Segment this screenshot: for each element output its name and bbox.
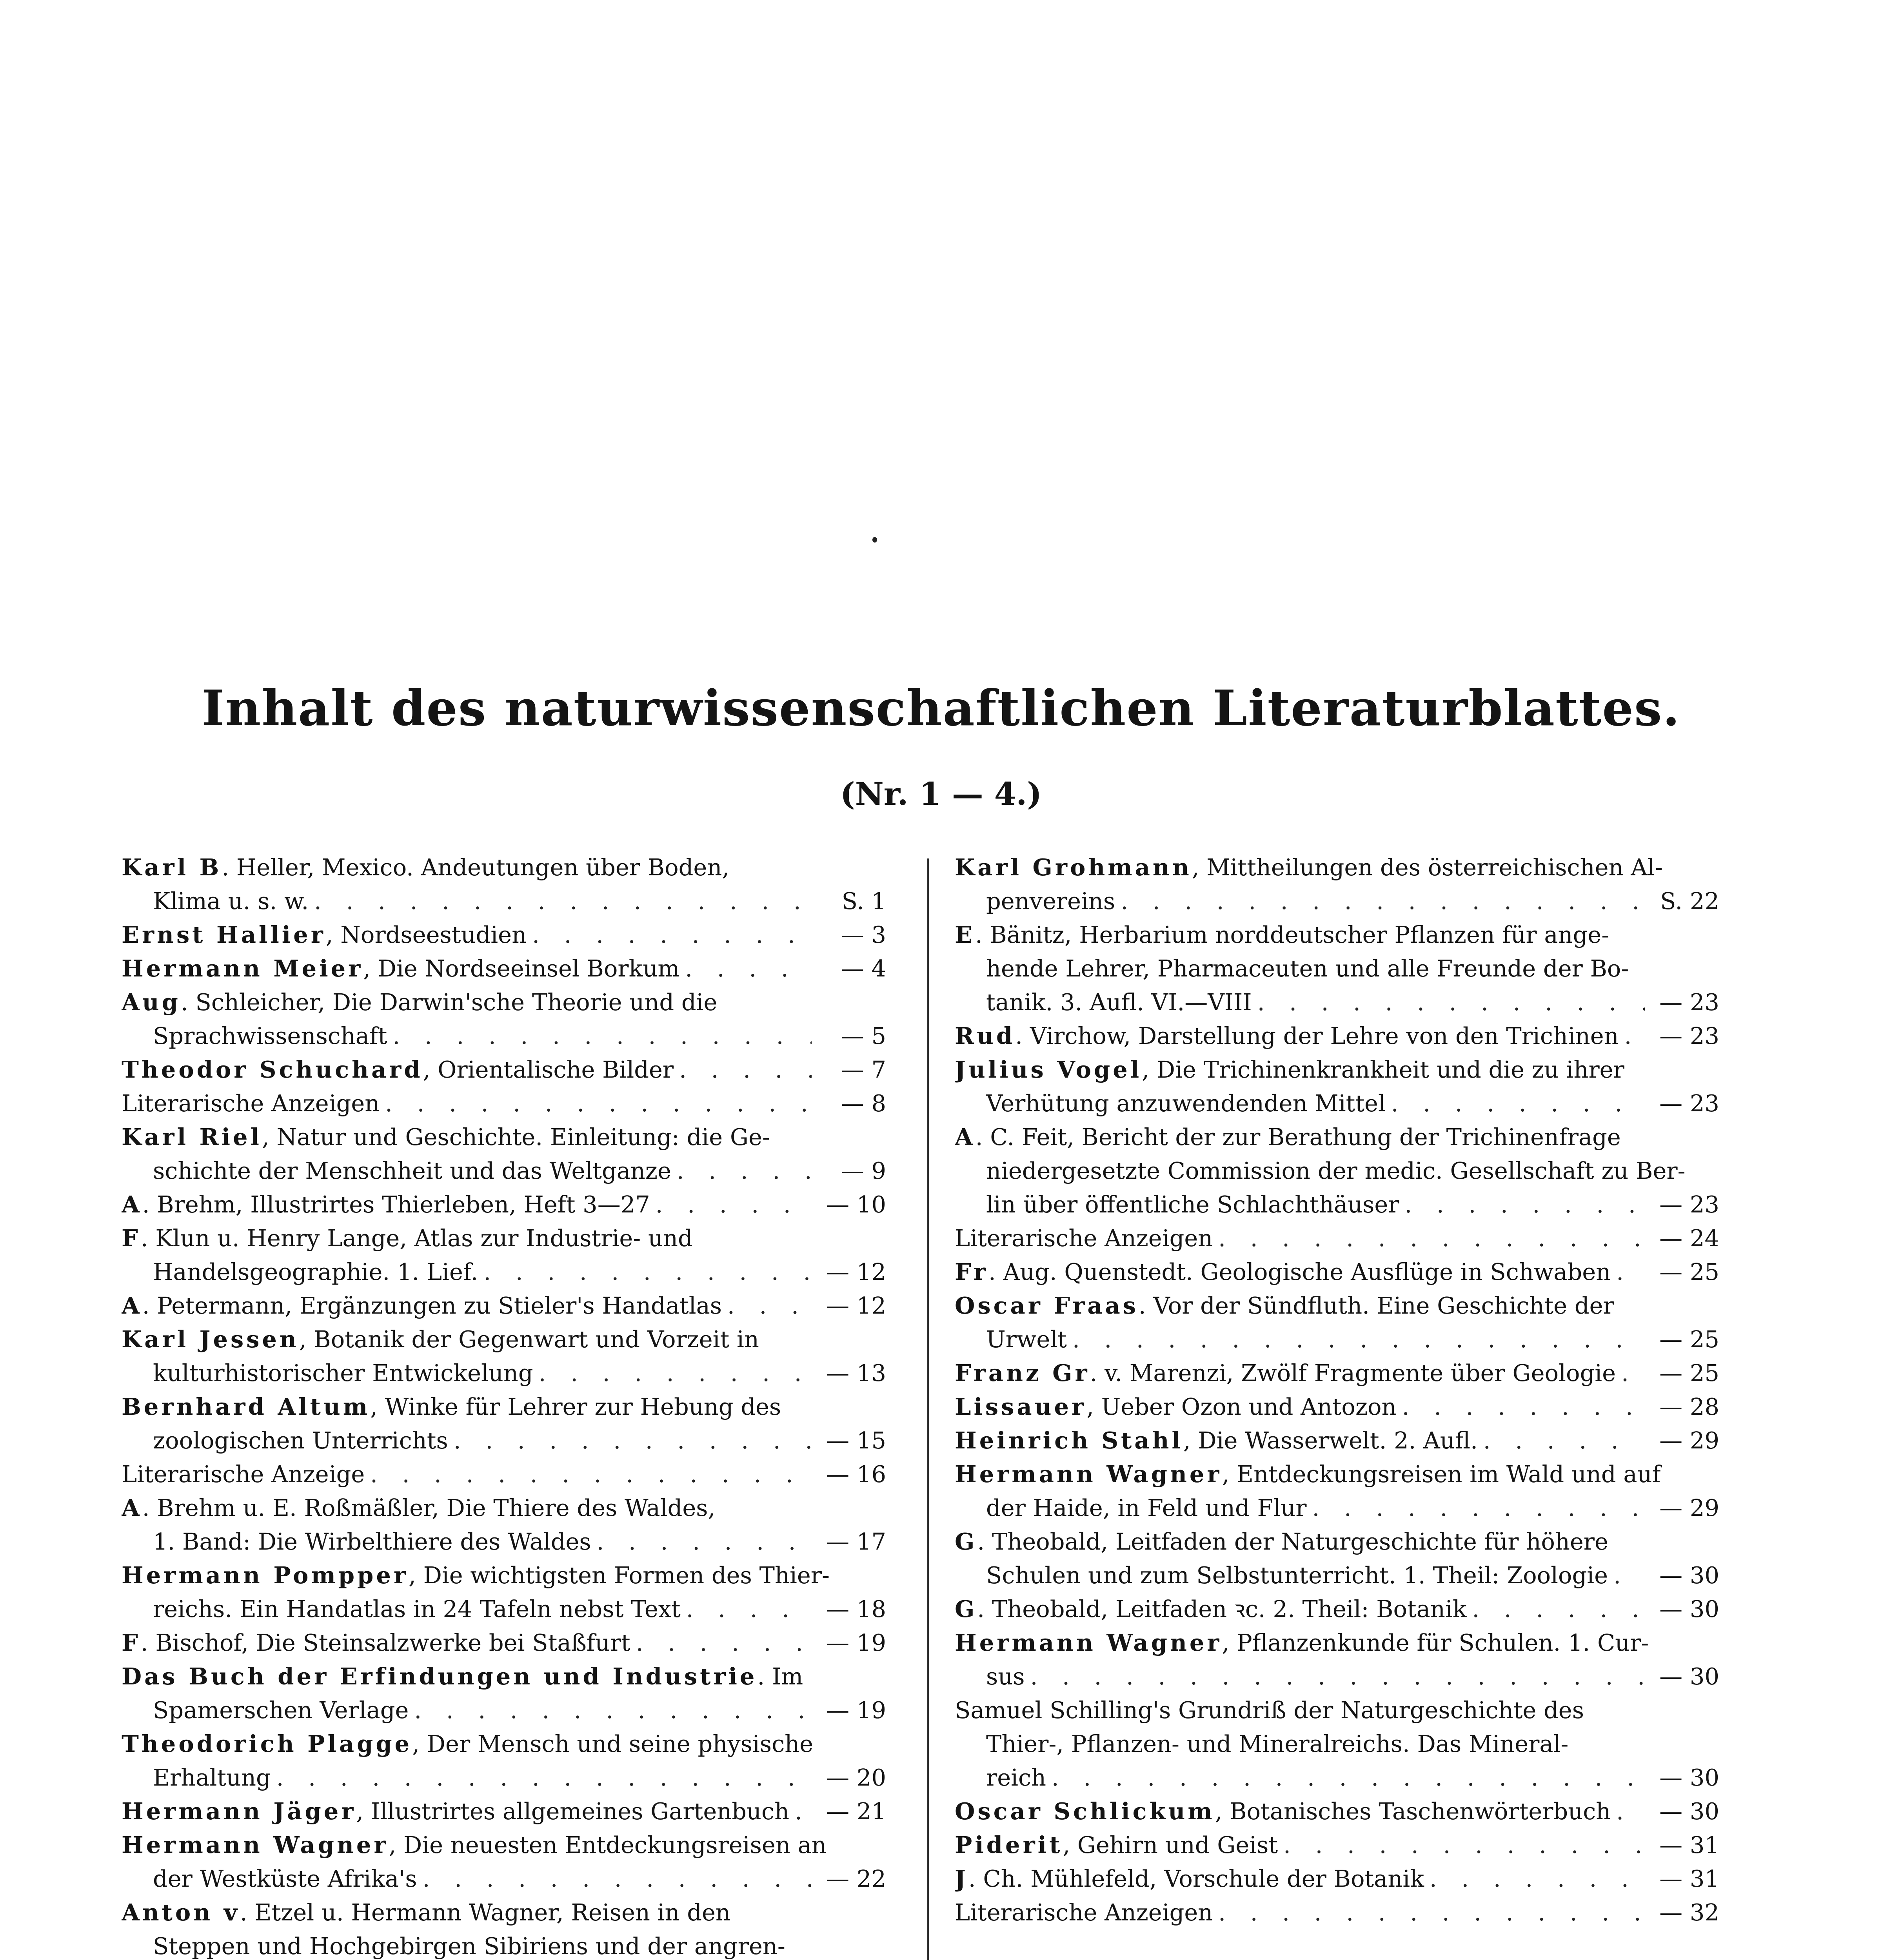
toc-entry-text: der Haide, in Feld und Flur — [986, 1494, 1307, 1521]
dot-leader — [671, 1154, 812, 1188]
author-name: Lissauer — [955, 1393, 1087, 1420]
toc-entry-text: Literarische Anzeige — [122, 1461, 365, 1488]
author-name: Aug — [122, 989, 181, 1016]
toc-page-number: — 19 — [826, 1697, 886, 1724]
toc-page-number: — 7 — [841, 1056, 886, 1083]
toc-entry-text: reich — [986, 1764, 1046, 1791]
author-name: Rud — [955, 1022, 1015, 1049]
toc-page-number: — 8 — [841, 1090, 886, 1117]
author-name: Franz Gr — [955, 1359, 1090, 1387]
dot-leader — [409, 1693, 812, 1727]
toc-entry-text: Oscar Schlickum, Botanisches Taschenwörterbuch — [955, 1798, 1611, 1825]
toc-entry — [122, 1323, 886, 1390]
dot-leader — [650, 1188, 812, 1221]
page-title: Inhalt des naturwissenschaftlichen Literaturblattes. — [202, 680, 1680, 737]
toc-entry-text: kulturhistorischer Entwickelung — [153, 1359, 533, 1387]
toc-page-number: — 32 — [1659, 1899, 1719, 1926]
toc-entry-text: A. C. Feit, Bericht der zur Berathung der Trichinenfrage — [955, 1123, 1621, 1151]
toc-page-number: — 25 — [1659, 1326, 1719, 1353]
toc-entry-text: Hermann Jäger, Illustrirtes allgemeines Gartenbuch — [122, 1798, 790, 1825]
author-name: Julius Vogel — [955, 1056, 1142, 1083]
toc-entry — [955, 1626, 1719, 1693]
toc-page-number: — 22 — [826, 1865, 886, 1892]
toc-page-number: S. 22 — [1660, 887, 1719, 915]
toc-right-column — [955, 851, 1719, 1929]
toc-entry-text: Urwelt — [986, 1326, 1067, 1353]
toc-page-number: — 23 — [1659, 989, 1719, 1016]
dot-leader — [591, 1525, 812, 1559]
author-name: Karl B — [122, 854, 222, 881]
author-name: Hermann Wagner — [955, 1629, 1222, 1656]
toc-entry-text: lin über öffentliche Schlachthäuser — [986, 1191, 1399, 1218]
toc-entry-text: Karl Grohmann, Mittheilungen des österreichischen Al- — [955, 854, 1663, 881]
toc-page-number: — 25 — [1659, 1359, 1719, 1387]
dot-leader — [1616, 1356, 1645, 1390]
toc-entry — [955, 1457, 1719, 1525]
toc-entry-text: Hermann Meier, Die Nordseeinsel Borkum — [122, 955, 680, 982]
toc-entry — [955, 1862, 1719, 1896]
author-name: Oscar Schlickum — [955, 1798, 1215, 1825]
toc-entry-text: F. Bischof, Die Steinsalzwerke bei Staßfurt — [122, 1629, 630, 1656]
author-name: Karl Grohmann — [955, 854, 1192, 881]
author-name: G — [955, 1528, 977, 1555]
toc-page-number: — 4 — [841, 955, 886, 982]
toc-entry-text: reichs. Ein Handatlas in 24 Tafeln nebst Text — [153, 1595, 681, 1622]
toc-entry — [122, 1221, 886, 1289]
toc-entry-text: Thier-, Pflanzen- und Mineralreichs. Das Mineral- — [986, 1730, 1569, 1757]
toc-page-number: — 29 — [1659, 1427, 1719, 1454]
toc-page-number: — 20 — [826, 1764, 886, 1791]
dot-leader — [1611, 1255, 1645, 1289]
toc-entry-text: Aug. Schleicher, Die Darwin'sche Theorie und die — [122, 989, 718, 1016]
toc-page-number: — 9 — [841, 1157, 886, 1184]
toc-entry-text: A. Brehm, Illustrirtes Thierleben, Heft 3—27 — [122, 1191, 650, 1218]
author-name: Karl Jessen — [122, 1326, 299, 1353]
toc-entry — [122, 1457, 886, 1491]
toc-entry — [122, 1626, 886, 1660]
toc-entry — [122, 851, 886, 918]
toc-entry — [122, 1828, 886, 1896]
toc-entry-text: Oscar Fraas. Vor der Sündfluth. Eine Geschichte der — [955, 1292, 1614, 1319]
toc-entry-text: J. Ch. Mühlefeld, Vorschule der Botanik — [955, 1865, 1424, 1892]
toc-entry-text: tanik. 3. Aufl. VI.—VIII — [986, 989, 1252, 1016]
toc-entry — [122, 918, 886, 952]
toc-entry — [122, 1289, 886, 1323]
toc-entry-text: Piderit, Gehirn und Geist — [955, 1831, 1278, 1858]
dot-leader — [1611, 1795, 1645, 1828]
author-name: Anton v — [122, 1899, 240, 1926]
toc-page-number: — 3 — [841, 921, 886, 948]
toc-page-number: — 25 — [1659, 1258, 1719, 1285]
author-name: Fr — [955, 1258, 988, 1285]
toc-page-number: — 13 — [826, 1359, 886, 1387]
toc-entry-text: Bernhard Altum, Winke für Lehrer zur Hebung des — [122, 1393, 781, 1420]
toc-entry-text: Literarische Anzeigen — [955, 1225, 1213, 1252]
toc-page-number: — 30 — [1659, 1798, 1719, 1825]
dot-leader — [1467, 1592, 1645, 1626]
dot-leader — [527, 918, 812, 952]
author-name: Bernhard Altum — [122, 1393, 371, 1420]
toc-entry — [955, 1896, 1719, 1929]
toc-entry — [955, 1592, 1719, 1626]
toc-entry — [955, 1289, 1719, 1356]
toc-entry — [955, 1221, 1719, 1255]
toc-page-number: — 29 — [1659, 1494, 1719, 1521]
dot-leader — [1252, 985, 1645, 1019]
toc-entry — [122, 1053, 886, 1087]
author-name: E — [955, 921, 975, 948]
dot-leader — [1399, 1188, 1645, 1221]
toc-entry-text: E. Bänitz, Herbarium norddeutscher Pflanzen für ange- — [955, 921, 1610, 948]
toc-page-number: — 24 — [1659, 1225, 1719, 1252]
toc-entry — [122, 1727, 886, 1795]
toc-entry-text: 1. Band: Die Wirbelthiere des Waldes — [153, 1528, 591, 1555]
toc-entry — [122, 1120, 886, 1188]
toc-page-number: — 30 — [1659, 1595, 1719, 1622]
toc-entry-text: Steppen und Hochgebirgen Sibiriens und der angren- — [153, 1933, 785, 1960]
toc-entry — [122, 952, 886, 985]
toc-page-number: — 12 — [826, 1258, 886, 1285]
dot-leader — [1619, 1019, 1645, 1053]
toc-page-number: — 30 — [1659, 1663, 1719, 1690]
toc-entry — [122, 1087, 886, 1120]
toc-entry-text: niedergesetzte Commission der medic. Gesellschaft zu Ber- — [986, 1157, 1686, 1184]
toc-entry-text: Samuel Schilling's Grundriß der Naturgeschichte des — [955, 1697, 1584, 1724]
toc-entry-text: Klima u. s. w. — [153, 887, 309, 915]
toc-entry-text: Spamerschen Verlage — [153, 1697, 409, 1724]
dot-leader — [674, 1053, 812, 1087]
toc-entry-text: Karl Riel, Natur und Geschichte. Einleitung: die Ge- — [122, 1123, 770, 1151]
toc-page-number: — 23 — [1659, 1090, 1719, 1117]
toc-entry-text: Literarische Anzeigen — [122, 1090, 380, 1117]
author-name: A — [122, 1494, 142, 1521]
toc-entry-text: Hermann Pompper, Die wichtigsten Formen des Thier- — [122, 1562, 830, 1589]
toc-entry — [122, 1390, 886, 1457]
toc-entry-text: penvereins — [986, 887, 1115, 915]
dot-leader — [271, 1761, 812, 1795]
toc-page-number: — 12 — [826, 1292, 886, 1319]
toc-entry-text: G. Theobald, Leitfaden ꝛc. 2. Theil: Botanik — [955, 1595, 1467, 1622]
toc-entry-text: Karl B. Heller, Mexico. Andeutungen über Boden, — [122, 854, 730, 881]
toc-entry-text: Erhaltung — [153, 1764, 271, 1791]
dot-leader — [1478, 1424, 1645, 1457]
toc-entry-text: Lissauer, Ueber Ozon und Antozon — [955, 1393, 1397, 1420]
toc-entry — [955, 1356, 1719, 1390]
toc-entry-text: Theodor Schuchard, Orientalische Bilder — [122, 1056, 674, 1083]
toc-page-number: — 16 — [826, 1461, 886, 1488]
toc-entry — [955, 1019, 1719, 1053]
toc-page-number: — 31 — [1659, 1831, 1719, 1858]
toc-entry — [955, 851, 1719, 918]
toc-page-number: — 30 — [1659, 1764, 1719, 1791]
toc-entry-text: Anton v. Etzel u. Hermann Wagner, Reisen in den — [122, 1899, 730, 1926]
toc-entry — [955, 1795, 1719, 1828]
toc-entry — [955, 918, 1719, 1019]
toc-entry — [955, 1120, 1719, 1221]
toc-entry-text: Theodorich Plagge, Der Mensch und seine physische — [122, 1730, 814, 1757]
dot-leader — [1278, 1828, 1645, 1862]
dot-leader — [679, 952, 812, 985]
author-name: F — [122, 1225, 141, 1252]
dot-leader — [1213, 1896, 1645, 1929]
dot-leader — [681, 1592, 812, 1626]
toc-entry — [955, 1693, 1719, 1795]
author-name: Theodor Schuchard — [122, 1056, 423, 1083]
toc-entry-text: Ernst Hallier, Nordseestudien — [122, 921, 527, 948]
author-name: F — [122, 1629, 141, 1656]
toc-entry-text: A. Brehm u. E. Roßmäßler, Die Thiere des Waldes, — [122, 1494, 716, 1521]
dot-leader — [1025, 1660, 1645, 1693]
author-name: Das Buch der Erfindungen und Industrie — [122, 1663, 758, 1690]
author-name: Hermann Jäger — [122, 1798, 356, 1825]
dot-leader — [1115, 884, 1645, 918]
toc-entry-text: Sprachwissenschaft — [153, 1022, 387, 1049]
toc-entry-text: Karl Jessen, Botanik der Gegenwart und Vorzeit in — [122, 1326, 759, 1353]
toc-entry — [122, 1188, 886, 1221]
dot-leader — [1307, 1491, 1645, 1525]
toc-page-number: — 30 — [1659, 1562, 1719, 1589]
toc-entry — [122, 1491, 886, 1559]
toc-entry — [955, 1390, 1719, 1424]
dot-leader — [1424, 1862, 1645, 1896]
toc-entry-text: Hermann Wagner, Entdeckungsreisen im Wald und auf — [955, 1461, 1661, 1488]
dot-leader — [630, 1626, 812, 1660]
toc-entry-text: G. Theobald, Leitfaden der Naturgeschichte für höhere — [955, 1528, 1608, 1555]
toc-entry-text: sus — [986, 1663, 1025, 1690]
toc-entry — [955, 1053, 1719, 1120]
toc-page-number: — 15 — [826, 1427, 886, 1454]
toc-entry-text: A. Petermann, Ergänzungen zu Stieler's Handatlas — [122, 1292, 722, 1319]
toc-entry-text: F. Klun u. Henry Lange, Atlas zur Industrie- und — [122, 1225, 693, 1252]
toc-left-column — [122, 851, 886, 1960]
toc-page-number: — 23 — [1659, 1191, 1719, 1218]
toc-entry-text: Verhütung anzuwendenden Mittel — [986, 1090, 1386, 1117]
dot-leader — [1608, 1559, 1645, 1592]
author-name: Hermann Wagner — [122, 1831, 389, 1858]
toc-entry — [955, 1424, 1719, 1457]
dot-leader — [417, 1862, 812, 1896]
toc-entry-text: Heinrich Stahl, Die Wasserwelt. 2. Aufl. — [955, 1427, 1478, 1454]
toc-entry — [955, 1255, 1719, 1289]
toc-entry-text: der Westküste Afrika's — [153, 1865, 417, 1892]
toc-entry-text: Literarische Anzeigen — [955, 1899, 1213, 1926]
toc-page-number: — 5 — [841, 1022, 886, 1049]
dot-leader — [380, 1087, 812, 1120]
toc-entry-text: Fr. Aug. Quenstedt. Geologische Ausflüge in Schwaben — [955, 1258, 1611, 1285]
toc-page-number: — 21 — [826, 1798, 886, 1825]
toc-page-number: — 10 — [826, 1191, 886, 1218]
author-name: Piderit — [955, 1831, 1063, 1858]
toc-page-number: — 18 — [826, 1595, 886, 1622]
toc-entry — [122, 1559, 886, 1626]
author-name: Hermann Pompper — [122, 1562, 409, 1589]
toc-entry-text: Hermann Wagner, Die neuesten Entdeckungsreisen an — [122, 1831, 827, 1858]
dot-leader — [1067, 1323, 1645, 1356]
dot-leader — [789, 1795, 812, 1828]
toc-page-number: — 17 — [826, 1528, 886, 1555]
toc-page-number: — 31 — [1659, 1865, 1719, 1892]
dot-leader — [533, 1356, 812, 1390]
author-name: Theodorich Plagge — [122, 1730, 412, 1757]
author-name: A — [122, 1292, 142, 1319]
dot-leader — [387, 1019, 812, 1053]
toc-entry — [122, 1896, 886, 1960]
dot-leader — [722, 1289, 812, 1323]
toc-page-number: — 23 — [1659, 1022, 1719, 1049]
dot-leader — [1386, 1087, 1645, 1120]
stray-mark — [872, 537, 877, 543]
toc-entry — [955, 1525, 1719, 1592]
author-name: Hermann Meier — [122, 955, 363, 982]
toc-page-number: — 19 — [826, 1629, 886, 1656]
toc-entry-text: hende Lehrer, Pharmaceuten und alle Freunde der Bo- — [986, 955, 1629, 982]
toc-entry — [122, 1795, 886, 1828]
dot-leader — [1397, 1390, 1645, 1424]
toc-entry-text: Hermann Wagner, Pflanzenkunde für Schulen. 1. Cur- — [955, 1629, 1649, 1656]
toc-entry-text: Franz Gr. v. Marenzi, Zwölf Fragmente über Geologie — [955, 1359, 1616, 1387]
dot-leader — [1046, 1761, 1645, 1795]
toc-entry-text: Schulen und zum Selbstunterricht. 1. Theil: Zoologie — [986, 1562, 1608, 1589]
dot-leader — [448, 1424, 812, 1457]
dot-leader — [309, 884, 812, 918]
author-name: Hermann Wagner — [955, 1461, 1222, 1488]
toc-entry — [122, 985, 886, 1053]
toc-page-number: — 28 — [1659, 1393, 1719, 1420]
toc-entry-text: Handelsgeographie. 1. Lief. — [153, 1258, 478, 1285]
toc-entry-text: Julius Vogel, Die Trichinenkrankheit und die zu ihrer — [955, 1056, 1624, 1083]
author-name: Karl Riel — [122, 1123, 262, 1151]
author-name: Heinrich Stahl — [955, 1427, 1183, 1454]
toc-page-number: S. 1 — [841, 887, 886, 915]
toc-entry-text: Das Buch der Erfindungen und Industrie. Im — [122, 1663, 803, 1690]
issue-range: (Nr. 1 — 4.) — [840, 775, 1042, 812]
toc-entry — [122, 1660, 886, 1727]
author-name: A — [955, 1123, 976, 1151]
column-divider — [927, 858, 929, 1960]
toc-entry-text: zoologischen Unterrichts — [153, 1427, 448, 1454]
dot-leader — [478, 1255, 812, 1289]
toc-entry-text: Rud. Virchow, Darstellung der Lehre von den Trichinen — [955, 1022, 1619, 1049]
toc-entry — [955, 1828, 1719, 1862]
author-name: G — [955, 1595, 977, 1622]
author-name: Oscar Fraas — [955, 1292, 1139, 1319]
author-name: J — [955, 1865, 968, 1892]
dot-leader — [1213, 1221, 1645, 1255]
dot-leader — [365, 1457, 812, 1491]
toc-entry-text: schichte der Menschheit und das Weltganze — [153, 1157, 671, 1184]
author-name: A — [122, 1191, 142, 1218]
author-name: Ernst Hallier — [122, 921, 326, 948]
